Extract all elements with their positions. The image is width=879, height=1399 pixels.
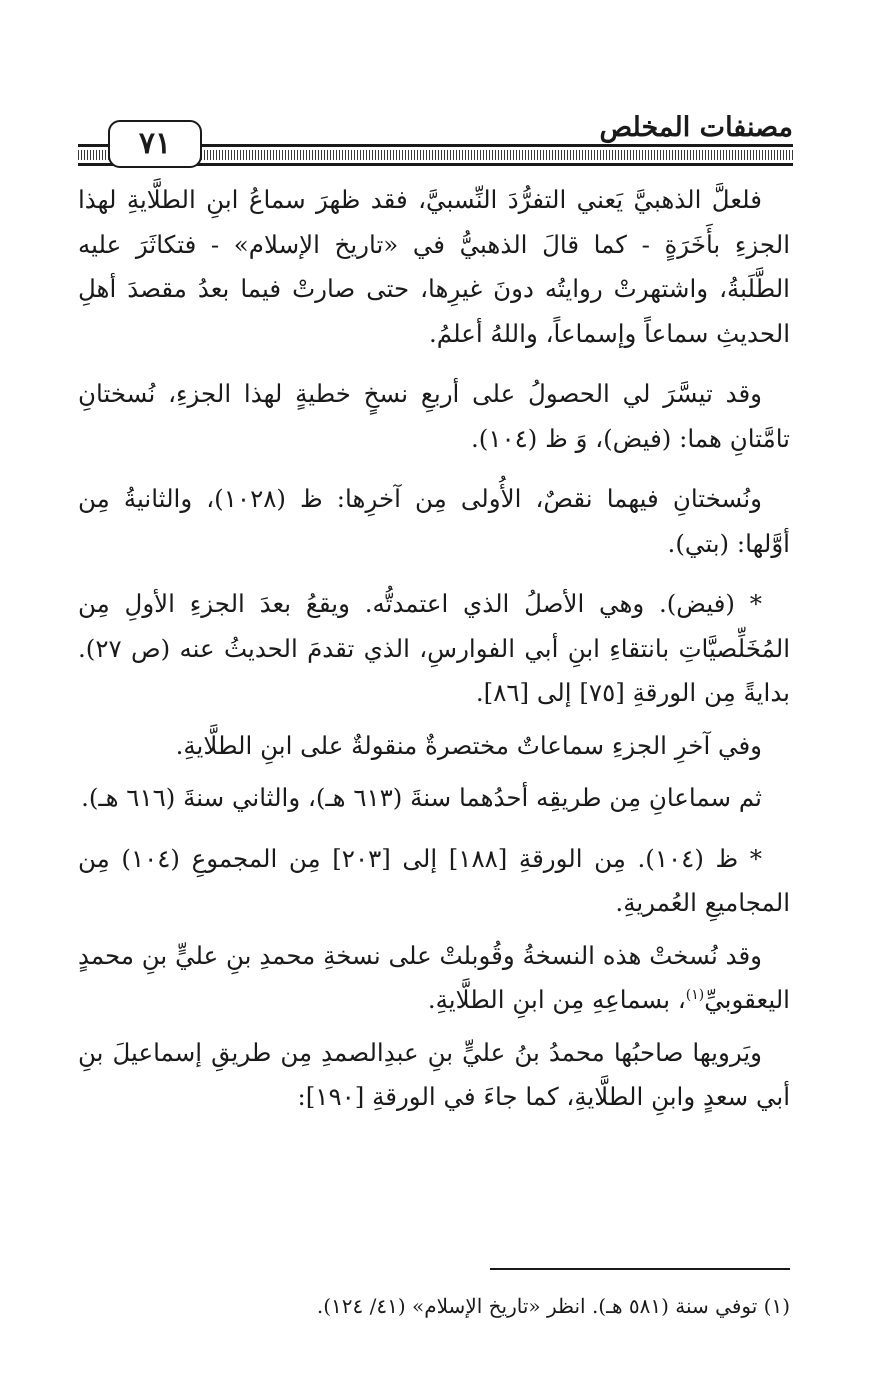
paragraph-text: وقد نُسختْ هذه النسخةُ وقُوبلتْ على نسخةِ محمدِ بنِ عليٍّ بنِ محمدٍ اليعقوبيِّ <box>78 940 790 1014</box>
page-header <box>78 112 793 170</box>
paragraph: ثم سماعانِ مِن طريقِه أحدُهما سنةَ (٦١٣ هـ)، والثاني سنةَ (٦١٦ هـ). <box>81 783 762 812</box>
footnote-separator <box>490 1268 790 1270</box>
paragraph: وقد تيسَّرَ لي الحصولُ على أربعِ نسخٍ خطيةٍ لهذا الجزءِ، نُسختانِ تامَّتانِ هما: (فيض)، وَ ظ (١٠٤). <box>78 379 790 453</box>
paragraph: * (فيض). وهي الأصلُ الذي اعتمدتُّه. ويقعُ بعدَ الجزءِ الأولِ مِن المُخَلِّصيَّاتِ بانتقاءِ ابنِ أبي الفوارسِ، الذي تقدمَ الحديثُ عنه (ص ٢٧). بدايةً مِن الورقةِ [٧٥] إلى [٨٦]. <box>78 589 790 707</box>
paragraph: ونُسختانِ فيهما نقصٌ، الأُولى مِن آخرِها: ظ (١٠٢٨)، والثانيةُ مِن أوَّلها: (بتي). <box>78 484 790 558</box>
paragraph: ويَرويها صاحبُها محمدُ بنُ عليٍّ بنِ عبدِالصمدِ مِن طريقِ إسماعيلَ بنِ أبي سعدٍ وابنِ الطلَّايةِ، كما جاءَ في الورقةِ [١٩٠]: <box>78 1037 790 1111</box>
paragraph-text: ، بسماعِهِ مِن ابنِ الطلَّايةِ. <box>427 985 686 1014</box>
body-text <box>78 178 790 1120</box>
paragraph: * ظ (١٠٤). مِن الورقةِ [١٨٨] إلى [٢٠٣] مِن المجموعِ (١٠٤) مِن المجاميعِ العُمريةِ. <box>78 843 790 917</box>
paragraph: فلعلَّ الذهبيَّ يَعني التفرُّدَ النِّسبيَّ، فقد ظهرَ سماعُ ابنِ الطلَّايةِ لهذا الجزءِ بأَخَرَةٍ - كما قالَ الذهبيُّ في «تاريخ الإسلام» - فتكاثَرَ عليه الطَّلَبةُ، واشتهرتْ روايتُه دونَ غيرِها، حتى صارتْ فيما بعدُ مقصدَ أهلِ الحديثِ سماعاً وإسماعاً، واللهُ أعلمُ. <box>78 185 790 348</box>
footnote-reference: (١) <box>685 986 705 1003</box>
paragraph: وفي آخرِ الجزءِ سماعاتٌ مختصرةٌ منقولةٌ على ابنِ الطلَّايةِ. <box>175 730 762 760</box>
page-number: ٧١ <box>108 120 202 168</box>
paragraph <box>78 934 790 1023</box>
footnote: (١) توفي سنة (٥٨١ هـ). انظر «تاريخ الإسلام» (٤١/ ١٢٤). <box>316 1294 790 1318</box>
running-title: مصنفات المخلص <box>593 112 793 144</box>
